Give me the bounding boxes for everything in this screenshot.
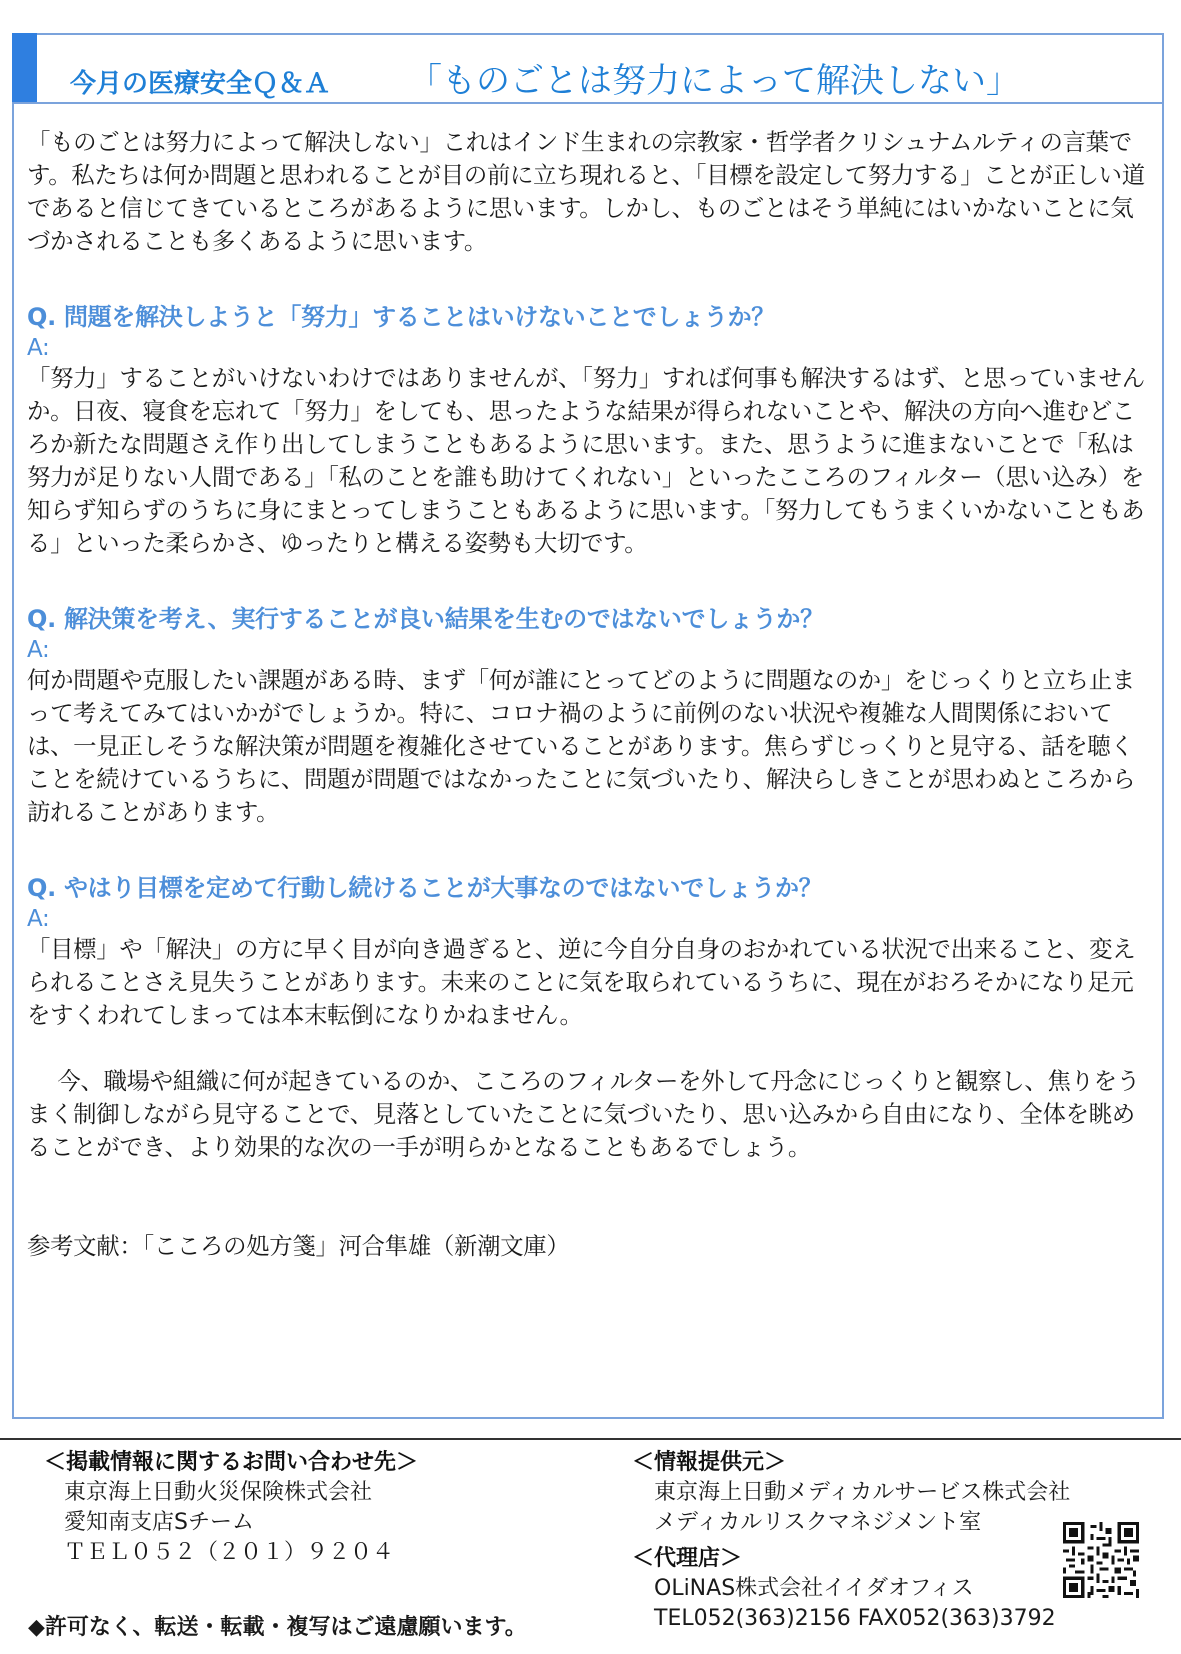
page-title: 今月の医療安全Ｑ＆Ａ bbox=[70, 69, 331, 99]
closing-paragraph: 今、職場や組織に何が起きているのか、こころのフィルターを外して丹念にじっくりと観察し、焦りをうまく制御しながら見守ることで、見落としていたことに気づいたり、思い込みから自由になり、全体を眺めることができ、より効果的な次の一手が明らかとなることもあるでしょう。 bbox=[27, 1067, 1140, 1161]
answer-2: 何か問題や克服したい課題がある時、まず「何が誰にとってどのように問題なのか」をじっくりと立ち止まって考えてみてはいかがでしょうか。特に、コロナ禍のように前例のない状況や複雑な人間関係においては、一見正しそうな解決策が問題を複雑化させていることがあります。焦らずじっくりと見守る、話を聴くことを続けているうちに、問題が問題ではなかったことに気づいたり、解決らしきことが思わぬところから訪れることがあります。 bbox=[27, 666, 1136, 826]
agent-company: OLiNAS株式会社イイダオフィス bbox=[654, 1576, 974, 1601]
agent-tel: TEL052(363)2156 FAX052(363)3792 bbox=[654, 1606, 1056, 1631]
contact-info bbox=[44, 1448, 418, 1568]
footer-divider bbox=[0, 1438, 1181, 1440]
provider-dept: メディカルリスクマネジメント室 bbox=[654, 1510, 982, 1535]
answer-label-3: A: bbox=[27, 906, 50, 932]
question-1: Q. 問題を解決しようと「努力」することはいけないことでしょうか？ bbox=[27, 303, 775, 331]
intro-paragraph: 「ものごとは努力によって解決しない」これはインド生まれの宗教家・哲学者クリシュナムルティの言葉です。私たちは何か問題と思われることが目の前に立ち現れると、「目標を設定して努力する」ことが正しい道であると信じてきているところがあるように思います。しかし、ものごとはそう単純にはいかないことに気づかされることも多くあるように思います。 bbox=[27, 128, 1145, 255]
answer-label-2: A: bbox=[27, 637, 50, 663]
provider-heading: ＜情報提供元＞ bbox=[632, 1450, 787, 1475]
article-body bbox=[27, 126, 1155, 1263]
title-bar bbox=[12, 33, 1164, 104]
copy-notice: ◆許可なく、転送・転載・複写はご遠慮願います。 bbox=[28, 1615, 527, 1640]
contact-heading: ＜掲載情報に関するお問い合わせ先＞ bbox=[44, 1450, 419, 1475]
contact-tel: ＴＥＬ０５２（２０１）９２０４ bbox=[64, 1540, 395, 1565]
reference: 参考文献：「こころの処方箋」河合隼雄（新潮文庫） bbox=[27, 1232, 570, 1260]
answer-3: 「目標」や「解決」の方に早く目が向き過ぎると、逆に今自分自身のおかれている状況で出来ること、変えられることさえ見失うことがあります。未来のことに気を取られているうちに、現在がおろそかになり足元をすくわれてしまっては本末転倒になりかねません。 bbox=[27, 935, 1136, 1029]
agent-heading: ＜代理店＞ bbox=[632, 1546, 743, 1571]
qr-code-icon bbox=[1063, 1522, 1139, 1598]
question-2: Q. 解決策を考え、実行することが良い結果を生むのではないでしょうか？ bbox=[27, 605, 824, 633]
contact-branch: 愛知南支店Sチーム bbox=[64, 1510, 254, 1535]
contact-company: 東京海上日動火災保険株式会社 bbox=[64, 1480, 373, 1505]
question-3: Q. やはり目標を定めて行動し続けることが大事なのではないでしょうか？ bbox=[27, 874, 823, 902]
title-accent-bar bbox=[12, 33, 37, 102]
provider-info bbox=[632, 1448, 1070, 1634]
answer-1: 「努力」することがいけないわけではありませんが、「努力」すれば何事も解決するはず、と思っていませんか。日夜、寝食を忘れて「努力」をしても、思ったような結果が得られないことや、解決の方向へ進むどころか新たな問題さえ作り出してしまうこともあるように思います。また、思うように進まないことで「私は努力が足りない人間である」「私のことを誰も助けてくれない」といったこころのフィルター（思い込み）を知らず知らずのうちに身にまとってしまうこともあるように思います。「努力してもうまくいかないこともある」といった柔らかさ、ゆったりと構える姿勢も大切です。 bbox=[27, 364, 1145, 557]
page-subtitle: 「ものごとは努力によって解決しない」 bbox=[408, 61, 1020, 101]
spacer bbox=[27, 1032, 1155, 1065]
answer-label-1: A: bbox=[27, 335, 50, 361]
provider-company: 東京海上日動メディカルサービス株式会社 bbox=[654, 1480, 1071, 1505]
